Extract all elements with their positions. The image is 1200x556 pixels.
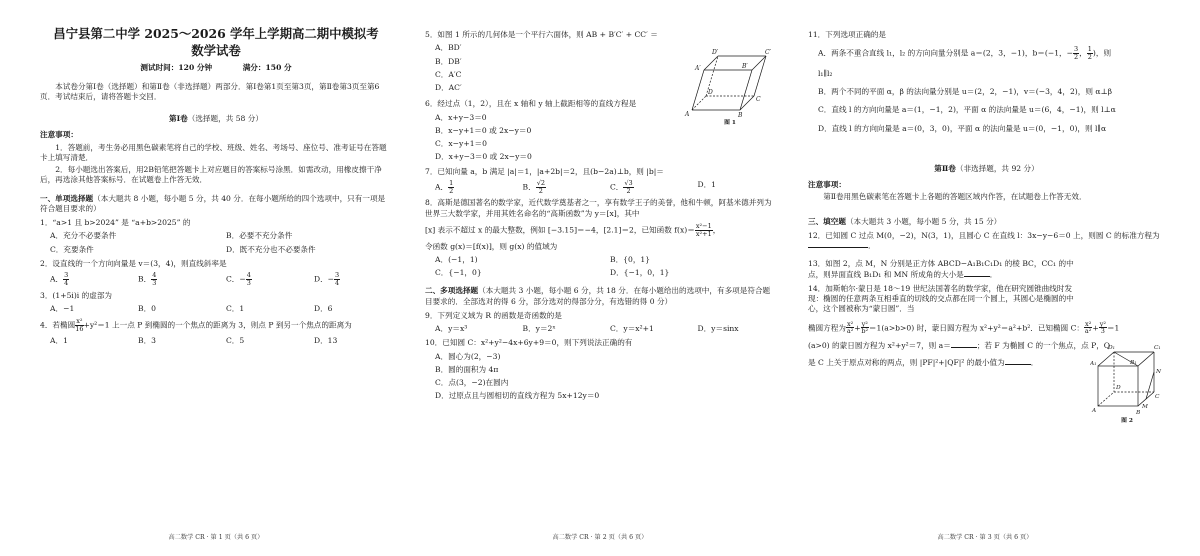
q7-c-prefix: C． [610, 182, 624, 192]
q13-answer-blank[interactable] [964, 276, 990, 277]
vertex-d: D [1116, 385, 1121, 391]
q4-option-d[interactable]: D．13 [314, 335, 338, 345]
point-m: M [1142, 404, 1148, 410]
question-3-options [40, 304, 392, 314]
question-1-options-cd [40, 245, 392, 255]
q7-option-b[interactable] [513, 180, 601, 195]
q2-a-fraction [63, 272, 69, 287]
question-5: 5．如图 1 所示的几何体是一个平行六面体，则 AB + B′C′ + CC′ ＝ [425, 30, 658, 39]
q8-fraction [695, 223, 713, 238]
question-14-stem-1: 14．加斯帕尔·蒙日是 18～19 世纪法国著名的数学家，他在研究圆锥曲线时发现：椭圆的任意两条互相垂直的切线的交点都在同一个圆上，其圆心是椭圆的中心，这个圆被称为“蒙日圆”．当 [808, 283, 1074, 314]
time-label: 测试时间：120 分钟 [140, 63, 213, 73]
vertex-c1: C′ [765, 49, 771, 56]
q7-option-d[interactable]: D．1 [697, 179, 717, 189]
section-3-desc: （本大题共 3 小题，每小题 5 分，共 15 分） [845, 216, 1002, 226]
question-9-options [425, 324, 775, 334]
q4-fraction [75, 318, 83, 333]
q14-plus-2: + [1092, 322, 1099, 332]
q2-a-prefix: A． [50, 274, 64, 284]
q2-b-prefix: B． [138, 274, 152, 284]
vertex-d1: D′ [712, 49, 719, 56]
question-3: 3．(1+5i)i 的虚部为 [40, 290, 113, 300]
vertex-c1: C₁ [1154, 345, 1161, 351]
q3-option-a[interactable]: A．−1 [50, 304, 75, 314]
q14-stem-4a: 是 C 上关于原点对称的两点，则 |PF|²+|QF|² 的最小值为 [808, 357, 1005, 367]
q1-option-b[interactable]: B．必要不充分条件 [226, 231, 293, 241]
q14-frac-2 [861, 321, 869, 336]
question-9: 9．下列定义域为 R 的函数是奇函数的是 [425, 310, 562, 320]
section-1-heading [40, 194, 392, 215]
q5-option-a[interactable]: A．BD′ [435, 43, 462, 53]
q8-option-d[interactable]: D．{−1，0，1} [610, 268, 670, 277]
q4-num: x² [76, 317, 83, 326]
q7-c-num: √3 [624, 178, 633, 187]
notice-2-title: 注意事项： [808, 180, 846, 190]
q2-option-b[interactable] [128, 272, 216, 287]
vertex-d: D [708, 89, 713, 96]
q3-option-c[interactable]: C．1 [226, 304, 245, 314]
q2-a-den: 4 [64, 279, 69, 288]
q14-stem-3a: (a>0) 的蒙日圆方程为 x²+y²＝7，则 a＝ [808, 341, 951, 351]
q7-option-c[interactable] [600, 180, 688, 195]
question-2: 2．设直线的一个方向向量是 v＝(3，4)，则直线斜率是 [40, 258, 227, 268]
q4-stem-b: +y²＝1 上一点 P 到椭圆的一个焦点的距离为 3，则点 P 到另一个焦点的距离为 [83, 320, 352, 330]
question-10: 10．已知圆 C：x²+y²−4x+6y+9＝0，则下列说法正确的有 [425, 338, 633, 348]
q14-plus-1: + [854, 322, 861, 332]
q13-stem: 13．如图 2，点 M，N 分别是正方体 ABCD−A₁B₁C₁D₁ 的棱 BC，CC₁ 的中点，则异面直线 B₁D₁ 和 MN 所成角的大小是 [808, 259, 1074, 279]
edge-b1c1 [1138, 352, 1154, 366]
q9-option-d[interactable]: D．y＝sinx [697, 324, 739, 333]
q7-b-fraction [536, 180, 546, 195]
q14-frac-1 [846, 321, 854, 336]
q4-option-a[interactable]: A．1 [50, 335, 68, 345]
q11-option-b[interactable]: B．两个不同的平面 α，β 的法向量分别是 u＝(2，2，−1)，v＝(−3，4，2)，则 α⊥β [818, 87, 1112, 97]
q11-a-frac2-num: 1 [1087, 45, 1092, 54]
vertex-a: A [1092, 408, 1097, 414]
question-8-options-cd [425, 268, 775, 278]
vertex-c: C [1155, 394, 1160, 400]
q8-num: x²−1 [695, 221, 712, 230]
q10-option-a[interactable]: A．圆心为(2，−3) [435, 351, 501, 361]
q4-stem-a: 4．若椭圆 [40, 320, 76, 330]
page-2-footer: 高二数学 CR · 第 2 页（共 6 页） [552, 534, 648, 541]
question-1-options-ab [40, 231, 392, 241]
q11-a-mid: ， [1079, 48, 1087, 58]
q4-den: 16 [75, 325, 84, 334]
question-1: 1．“a>1 且 b>2024” 是 “a+b>2025” 的 [40, 218, 191, 228]
exam-title: 昌宁县第二中学 2025～2026 学年上学期高二期中模拟考 [53, 26, 379, 41]
q11-a-frac1-num: 3 [1074, 45, 1079, 54]
q14-f2-num: y² [861, 319, 868, 328]
page-3 [808, 26, 1165, 526]
q2-option-d[interactable] [304, 272, 392, 287]
q14-f4-den: 3 [1100, 327, 1105, 336]
vertex-b: B [738, 112, 743, 118]
vertex-a1: A′ [695, 65, 701, 72]
edge-ad [1098, 392, 1114, 406]
q8-den: x²+1 [695, 229, 712, 238]
q1-option-c[interactable]: C．充要条件 [50, 244, 94, 254]
q8-option-c[interactable]: C．{−1，0} [435, 268, 482, 277]
volume-1-heading [40, 114, 392, 124]
q2-c-den: 3 [246, 279, 251, 288]
q14-f2-den: b² [861, 327, 869, 336]
q14-f1-den: a² [846, 327, 854, 336]
q2-d-fraction [334, 272, 340, 287]
q2-c-fraction [246, 272, 252, 287]
q2-d-num: 3 [335, 271, 340, 280]
q11-option-c[interactable]: C．直线 l 的方向向量是 a＝(1，−1，2)，平面 α 的法向量是 u＝(6，4，−1)，则 l⊥α [818, 105, 1116, 115]
q2-b-den: 3 [152, 279, 157, 288]
question-4-options [40, 336, 392, 346]
q14-f4-num: y² [1099, 319, 1106, 328]
q2-d-prefix: D．− [314, 274, 335, 284]
page-2 [425, 26, 775, 526]
figure-1-label: 图 1 [724, 120, 736, 126]
q11-a-text-2: )，则 [1092, 48, 1112, 58]
section-3-label: 三、填空题 [808, 216, 846, 226]
q14-f3-den: a² [1084, 327, 1092, 336]
page-1-footer: 高二数学 CR · 第 1 页（共 6 页） [168, 534, 264, 541]
q12-stem: 12．已知圆 C 过点 M(0，−2)，N(3，1)，且圆心 C 在直线 l：3x−y−6＝0 上，则圆 C 的标准方程为 [808, 230, 1160, 240]
q5-option-d[interactable]: D．AC′ [435, 83, 462, 92]
q2-c-num: 4 [246, 271, 251, 280]
q11-option-a-conclusion: l₁∥l₂ [818, 68, 833, 78]
vertex-b1: B₁ [1130, 360, 1137, 366]
q14-stem-2a: 椭圆方程为 [808, 322, 846, 332]
q8-stem-3: ， [712, 225, 721, 235]
q2-b-num: 4 [152, 271, 157, 280]
q2-d-den: 4 [335, 279, 340, 288]
vertex-b: B [1136, 410, 1141, 416]
vertex-a1: A₁ [1090, 361, 1097, 367]
question-8-stem-1: 8．高斯是德国著名的数学家，近代数学奠基者之一，享有数学王子的美誉，他和牛顿，阿基米德并列为世界三大数学家，并用其姓名命名的“高斯函数”为 y＝[x]，其中 [425, 198, 772, 218]
volume-1-desc: （选择题，共 58 分） [187, 114, 263, 124]
q7-b-num: √2 [536, 178, 545, 187]
q11-a-frac2-den: 2 [1087, 53, 1092, 62]
q11-a-text-1: A．两条不重合直线 l₁，l₂ 的方向向量分别是 a＝(2，3，−1)，b＝(−1，− [818, 48, 1074, 58]
q2-option-c[interactable] [216, 272, 304, 287]
q10-option-d[interactable]: D．过原点且与圆相切的直线方程为 5x+12y＝0 [435, 391, 600, 401]
q11-a-frac1-den: 2 [1074, 53, 1079, 62]
q10-option-b[interactable]: B．圆的面积为 4π [435, 364, 499, 374]
q7-a-den: 2 [449, 186, 454, 195]
section-1-desc: （本大题共 8 小题，每小题 5 分，共 40 分．在每小题所给的四个选项中，只有一项是符合题目要求的） [40, 193, 386, 213]
q9-option-a[interactable]: A．y＝x³ [435, 324, 468, 333]
q6-option-b[interactable]: B．x−y+1＝0 或 2x−y＝0 [435, 125, 532, 135]
question-8-options-ab [425, 255, 775, 265]
q1-option-d[interactable]: D．既不充分也不必要条件 [226, 244, 316, 254]
q11-option-a[interactable] [808, 46, 1165, 61]
q8-option-a[interactable]: A．(−1，1) [435, 254, 478, 264]
question-8-stem-4: 令函数 g(x)＝[f(x)]，则 g(x) 的值域为 [425, 241, 558, 251]
q7-c-den: 2 [626, 186, 631, 195]
section-2-heading [425, 286, 775, 307]
question-4 [40, 318, 392, 333]
q5-option-c[interactable]: C．A′C [435, 69, 462, 79]
question-6: 6．经过点（1，2），且在 x 轴和 y 轴上截距相等的直线方程是 [425, 99, 637, 109]
question-11: 11．下列选项正确的是 [808, 30, 887, 39]
question-8-stem-2 [425, 223, 775, 238]
q14-stem-2c: ＝1 [1106, 322, 1120, 332]
section-3-heading [808, 217, 1165, 227]
exam-subtitle: 数学试卷 [191, 42, 241, 58]
q1-option-a[interactable]: A．充分不必要条件 [50, 231, 117, 241]
segment-mn [1146, 372, 1154, 399]
q9-option-c[interactable]: C．y＝x²+1 [610, 324, 654, 333]
q2-a-num: 3 [64, 271, 69, 280]
question-14-stem-2 [808, 321, 1165, 336]
notice-1: 1．答题前，考生务必用黑色碳素笔将自己的学校、班级、姓名、考场号、座位号、准考证号在答题卡上填写清楚． [40, 142, 387, 162]
q6-option-c[interactable]: C．x−y+1＝0 [435, 139, 487, 148]
q12-answer-blank[interactable] [808, 247, 868, 248]
q14-answer-blank-2[interactable] [1005, 364, 1031, 365]
q7-a-prefix: A． [435, 182, 449, 192]
q7-c-fraction [623, 180, 633, 195]
volume-2-heading [808, 164, 1165, 174]
notice-2: 2．每小题选出答案后，用2B铅笔把答题卡上对应题目的答案标号涂黑．如需改动，用橡皮擦干净后，再选涂其他答案标号．在试题卷上作答无效． [40, 165, 382, 185]
q8-option-b[interactable]: B．{0，1} [610, 254, 651, 264]
q6-option-d[interactable]: D．x+y−3＝0 或 2x−y＝0 [435, 152, 532, 162]
q3-option-d[interactable]: D．6 [314, 304, 333, 314]
q14-answer-blank-1[interactable] [951, 347, 977, 348]
vertex-b1: B′ [742, 63, 748, 70]
q3-option-b[interactable]: B．0 [138, 304, 157, 314]
q13-end: ． [989, 269, 998, 279]
q9-option-b[interactable]: B．y＝2ˣ [522, 324, 556, 333]
q2-c-prefix: C．− [226, 274, 246, 284]
q10-option-c[interactable]: C．点(3，−2)在圆内 [435, 378, 509, 387]
notice-title: 注意事项： [40, 130, 78, 140]
volume-2-desc: （非选择题，共 92 分） [955, 163, 1039, 173]
q7-b-prefix: B． [522, 182, 536, 192]
question-13 [808, 259, 1165, 280]
volume-2-title: 第Ⅱ卷 [934, 163, 956, 173]
question-2-options [40, 272, 392, 287]
q14-f3-num: x² [1085, 319, 1092, 328]
intro-paragraph: 本试卷分第Ⅰ卷（选择题）和第Ⅱ卷（非选择题）两部分．第Ⅰ卷第1页至第3页，第Ⅱ卷第3页至第6页．考试结束后，请将答题卡交回． [40, 81, 380, 101]
q14-f1-num: x² [846, 319, 854, 328]
q7-b-den: 2 [538, 186, 543, 195]
q11-option-d[interactable]: D．直线 l 的方向向量是 a＝(0，3，0)，平面 α 的法向量是 u＝(0，−1，0)，则 l∥α [818, 123, 1107, 133]
question-7: 7．已知向量 a，b 满足 |a|＝1，|a+2b|＝2，且(b−2a)⊥b，则 |b|＝ [425, 166, 664, 176]
volume-1-title: 第Ⅰ卷 [169, 114, 188, 124]
section-1-label: 一、单项选择题 [40, 193, 94, 203]
q8-stem-2-text: [x] 表示不超过 x 的最大整数，例如 [−3.15]＝−4，[2.1]＝2，已知函数 f(x)＝ [425, 225, 695, 235]
q4-option-c[interactable]: C．5 [226, 335, 245, 345]
vertex-c: C [756, 96, 761, 103]
edge-a1d1 [704, 56, 718, 70]
vertex-d1: D₁ [1108, 345, 1115, 351]
section-2-desc: （本大题共 3 小题，每小题 6 分，共 18 分．在每小题给出的选项中，有多项是符合题目要求的．全部选对的得 6 分，部分选对的得部分分，有选错的得 0 分） [425, 286, 771, 306]
q14-frac-4 [1099, 321, 1107, 336]
figure-2-label: 图 2 [1121, 418, 1133, 424]
page-3-footer: 高二数学 CR · 第 3 页（共 6 页） [937, 534, 1033, 541]
page-1 [40, 26, 392, 526]
q7-option-a[interactable] [425, 180, 513, 195]
q14-end: ． [1030, 357, 1039, 367]
point-n: N [1156, 369, 1162, 375]
q2-option-a[interactable] [40, 272, 128, 287]
section-2-label: 二、多项选择题 [425, 286, 479, 296]
q14-stem-3b: ；若 F 为椭圆 C 的一个焦点，点 P，Q [976, 341, 1111, 351]
q14-stem-2b: ＝1(a>b>0) 时，蒙日圆方程为 x²+y²＝a²+b²．已知椭圆 C： [868, 322, 1085, 332]
q12-end: ． [868, 241, 876, 251]
score-label: 满分：150 分 [242, 63, 292, 73]
q7-a-num: 1 [449, 178, 454, 187]
question-7-options [425, 180, 775, 195]
exam-meta [40, 63, 392, 73]
vertex-a: A [685, 111, 690, 118]
notice-2-text: 第Ⅱ卷用黑色碳素笔在答题卡上各题的答题区域内作答，在试题卷上作答无效． [823, 192, 1087, 202]
q5-option-b[interactable]: B．DB′ [435, 56, 462, 66]
question-12 [808, 231, 1165, 252]
figure-2-cube [1090, 338, 1162, 418]
q6-option-a[interactable]: A．x+y−3＝0 [435, 112, 487, 122]
edge-a1d1 [1098, 352, 1114, 366]
q7-a-fraction [448, 180, 454, 195]
q2-b-fraction [151, 272, 157, 287]
q4-option-b[interactable]: B．3 [138, 335, 157, 345]
